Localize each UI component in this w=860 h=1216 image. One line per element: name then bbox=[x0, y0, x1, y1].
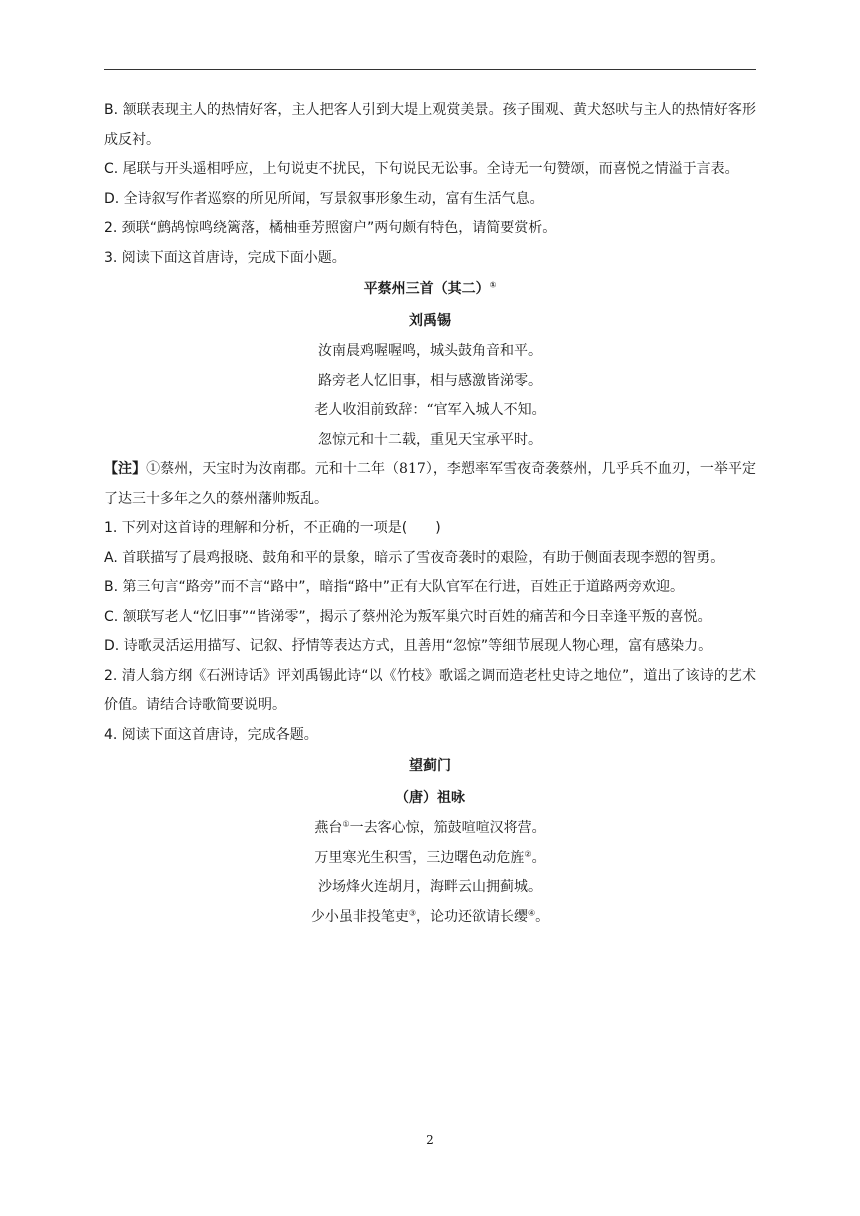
poem-line: 少小虽非投笔吏③，论功还欲请长缨④。 bbox=[310, 907, 550, 925]
footnote-mark: ④ bbox=[528, 907, 536, 917]
poem-title: 望蓟门 bbox=[409, 758, 451, 774]
poem-line: 老人收泪前致辞：“官军入城人不知。 bbox=[314, 402, 546, 418]
footnote-mark: ② bbox=[524, 848, 532, 858]
option-c: C. 尾联与开头遥相呼应，上句说吏不扰民，下句说民无讼事。全诗无一句赞颂，而喜悦之情溢于言表。 bbox=[104, 161, 739, 177]
header-rule bbox=[104, 69, 756, 70]
poem-line: 万里寒光生积雪，三边曙色动危旌②。 bbox=[314, 848, 546, 866]
poem-title: 平蔡州三首（其二）① bbox=[363, 280, 497, 297]
footnote-mark: ① bbox=[342, 819, 350, 829]
option-b: B. 第三句言“路旁”而不言“路中”，暗指“路中”正有大队官军在行进，百姓正于道路两旁欢迎。 bbox=[104, 579, 685, 595]
option-a: A. 首联描写了晨鸡报晓、鼓角和平的景象，暗示了雪夜奇袭时的艰险，有助于侧面表现李愬的智勇。 bbox=[104, 549, 725, 566]
question-2: 2. 颈联“鹧鸪惊鸣绕篱落，橘柚垂芳照窗户”两句颇有特色，请简要赏析。 bbox=[104, 220, 557, 236]
poem-author: （唐）祖咏 bbox=[395, 790, 465, 806]
question-3-2: 2. 清人翁方纲《石洲诗话》评刘禹锡此诗“以《竹枝》歌谣之调而造老杜史诗之地位”，道出了该诗的艺术价值。请结合诗歌简要说明。 bbox=[104, 667, 756, 713]
option-d: D. 诗歌灵活运用描写、记叙、抒情等表达方式，且善用“忽惊”等细节展现人物心理，富有感染力。 bbox=[104, 638, 713, 654]
option-c: C. 颔联写老人“忆旧事”“皆涕零”，揭示了蔡州沦为叛军巢穴时百姓的痛苦和今日幸逢平叛的喜悦。 bbox=[104, 608, 712, 625]
poem-line: 路旁老人忆旧事，相与感激皆涕零。 bbox=[318, 372, 542, 389]
poem-author: 刘禹锡 bbox=[409, 313, 451, 329]
note-tag: 【注】 bbox=[104, 461, 147, 477]
question-3-1: 1. 下列对这首诗的理解和分析，不正确的一项是( ) bbox=[104, 520, 441, 536]
poem-line: 沙场烽火连胡月，海畔云山拥蓟城。 bbox=[318, 879, 542, 895]
question-4-intro: 4. 阅读下面这首唐诗，完成各题。 bbox=[104, 726, 318, 743]
question-3-intro: 3. 阅读下面这首唐诗，完成下面小题。 bbox=[104, 249, 346, 266]
poem-line: 汝南晨鸡喔喔鸣，城头鼓角音和平。 bbox=[318, 343, 542, 359]
option-b: B. 颔联表现主人的热情好客，主人把客人引到大堤上观赏美景。孩子围观、黄犬怒吠与主人的热情好客形成反衬。 bbox=[104, 102, 756, 148]
document-body bbox=[104, 96, 756, 932]
footnote-mark: ③ bbox=[408, 907, 416, 917]
poem-line: 忽惊元和十二载，重见天宝承平时。 bbox=[318, 431, 542, 448]
poem-line: 燕台①一去客心惊，笳鼓喧喧汉将营。 bbox=[314, 819, 546, 836]
poem-note: 【注】①蔡州，天宝时为汝南郡。元和十二年（817），李愬率军雪夜奇袭蔡州，几乎兵不血刃，一举平定了达三十多年之久的蔡州藩帅叛乱。 bbox=[104, 461, 756, 507]
option-d: D. 全诗叙写作者巡察的所见所闻，写景叙事形象生动，富有生活气息。 bbox=[104, 190, 544, 207]
footnote-mark: ① bbox=[489, 280, 497, 290]
page-number: 2 bbox=[426, 1133, 434, 1147]
